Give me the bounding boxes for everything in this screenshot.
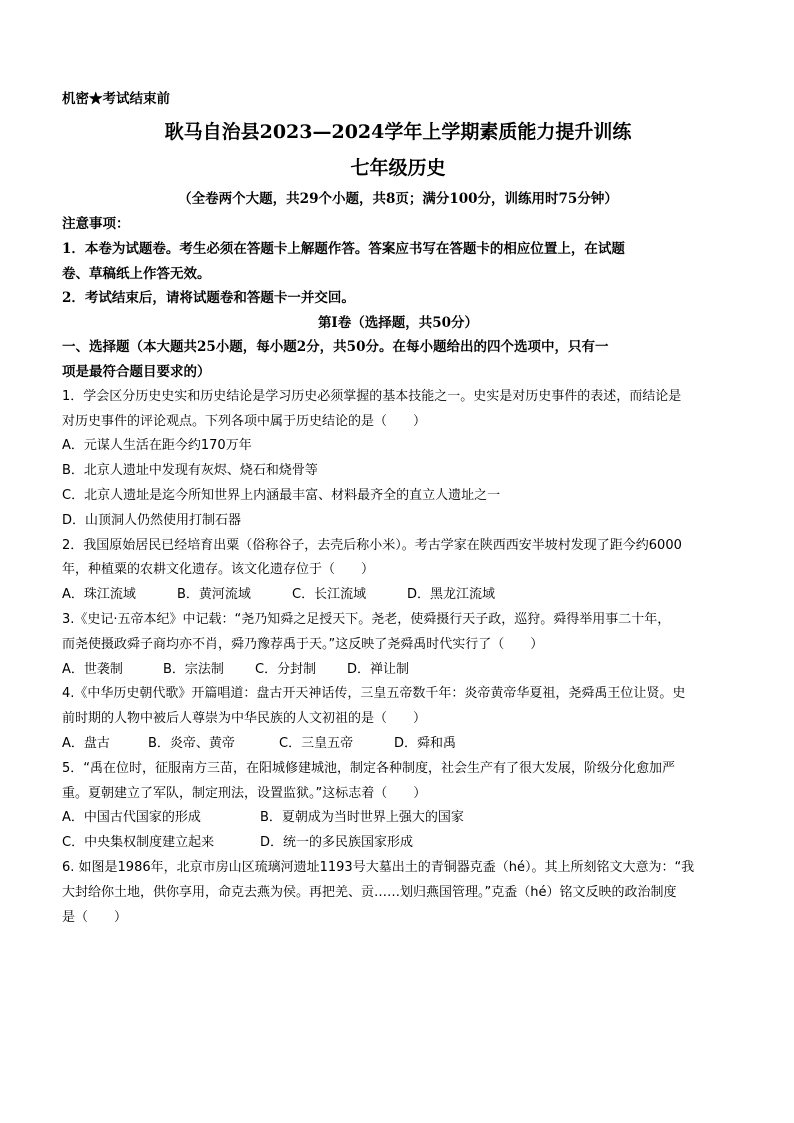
q5-option-a: A．中国古代国家的形成	[62, 810, 201, 826]
q5-option-b: B．夏朝成为当时世界上强大的国家	[260, 810, 464, 826]
q1-stem-line-2: 对历史事件的评论观点。下列各项中属于历史结论的是（ ）	[62, 413, 427, 429]
q1-option-b: B．北京人遗址中发现有灰烬、烧石和烧骨等	[62, 463, 318, 479]
q4-option-b: B．炎帝、黄帝	[148, 735, 235, 751]
q1-option-c: C．北京人遗址是迄今所知世界上内涵最丰富、材料最齐全的直立人遗址之一	[62, 487, 501, 503]
q4-option-d: D．舜和禹	[394, 735, 457, 751]
exam-page	[62, 88, 734, 930]
q2-stem-line-1: 2．我国原始居民已经培育出粟（俗称谷子，去壳后称小米）。考古学家在陕西西安半坡村发现了距今约6000	[62, 537, 682, 553]
q4-stem-line-2: 前时期的人物中被后人尊崇为中华民族的人文初祖的是（ ）	[62, 711, 427, 727]
q2-option-b: B．黄河流域	[177, 587, 251, 603]
q5-stem-line-2: 重。夏朝建立了军队，制定刑法，设置监狱。”这标志着（ ）	[62, 785, 427, 801]
q4-option-c: C．三皇五帝	[279, 735, 354, 751]
q3-stem-line-2: 而尧使摄政舜子商均亦不肖，舜乃豫荐禹于天。”这反映了尧舜禹时代实行了（ ）	[62, 636, 544, 652]
q5-stem-line-1: 5．“禹在位时，征服南方三苗，在阳城修建城池，制定各种制度，社会生产有了很大发展，阶级分化愈加严	[62, 760, 676, 776]
notice-item-2: 2．考试结束后，请将试题卷和答题卡一并交回。	[62, 290, 355, 307]
q3-option-a: A．世袭制	[62, 661, 123, 677]
q2-options	[62, 583, 734, 608]
q5-option-c: C．中央集权制度建立起来	[62, 835, 215, 851]
exam-subject: 七年级历史	[350, 157, 446, 179]
q3-option-b: B．宗法制	[163, 661, 224, 677]
q1-stem-line-1: 1．学会区分历史史实和历史结论是学习历史必须掌握的基本技能之一。史实是对历史事件的表述，而结论是	[62, 388, 682, 404]
exam-title: 耿马自治县2023—2024学年上学期素质能力提升训练	[164, 121, 632, 143]
exam-info: （全卷两个大题，共29个小题，共8页；满分100分，训练用时75分钟）	[178, 191, 618, 207]
q4-stem-line-1: 4.《中华历史朝代歌》开篇唱道：盘古开天神话传，三皇五帝数千年：炎帝黄帝华夏祖，尧舜禹王位让贤。史	[62, 686, 686, 702]
q3-stem-line-1: 3.《史记·五帝本纪》中记载：“尧乃知舜之足授天下。尧老，使舜摄行天子政，巡狩。舜得举用事二十年，	[62, 611, 671, 627]
q6-stem-line-3: 是（ ）	[62, 909, 128, 925]
q1-option-a: A．元谋人生活在距今约170万年	[62, 438, 252, 454]
notice-heading: 注意事项：	[62, 216, 130, 232]
notice-item-1-line-1: 1．本卷为试题卷。考生必须在答题卡上解题作答。答案应书写在答题卡的相应位置上，在试题	[62, 240, 625, 257]
q4-options	[62, 732, 734, 757]
q3-options	[62, 658, 734, 683]
q6-stem-line-2: 大封给你土地，供你享用，命克去燕为侯。再把羌、贡……划归燕国管理。”克盉（hé）铭文反映的政治制度	[62, 884, 677, 900]
q2-option-c: C．长江流域	[292, 587, 367, 603]
q3-option-d: D．禅让制	[347, 661, 410, 677]
q5-option-d: D．统一的多民族国家形成	[260, 835, 414, 851]
q3-option-c: C．分封制	[255, 661, 317, 677]
section-title: 第Ⅰ卷（选择题，共50分）	[317, 315, 479, 332]
q4-option-a: A．盘古	[62, 735, 110, 751]
part1-heading-line-2: 项是最符合题目要求的）	[62, 363, 211, 380]
q6-stem-line-1: 6. 如图是1986年，北京市房山区琉璃河遗址1193号大墓出土的青铜器克盉（hé）。其上所刻铭文大意为：“我	[62, 859, 695, 875]
q5-options-row-1	[62, 806, 734, 831]
q2-stem-line-2: 年，种植粟的农耕文化遗存。该文化遗存位于（ ）	[62, 562, 375, 578]
confidential-label: 机密★考试结束前	[62, 91, 170, 107]
q1-option-d: D．山顶洞人仍然使用打制石器	[62, 512, 242, 528]
q2-option-a: A．珠江流域	[62, 587, 136, 603]
notice-item-1-line-2: 卷、草稿纸上作答无效。	[62, 265, 211, 282]
part1-heading-line-1: 一、选择题（本大题共25小题，每小题2分，共50分。在每小题给出的四个选项中，只有一	[62, 339, 609, 356]
q5-options-row-2	[62, 831, 734, 856]
q2-option-d: D．黑龙江流域	[407, 587, 496, 603]
